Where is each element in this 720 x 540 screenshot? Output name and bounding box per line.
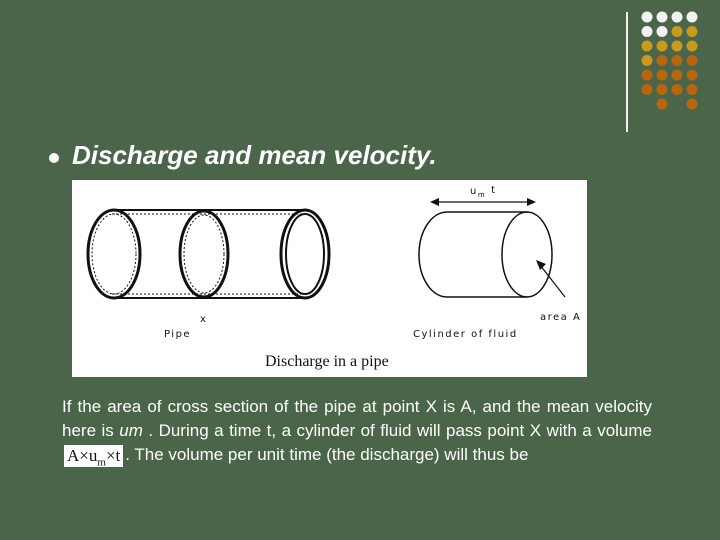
decorative-dot xyxy=(687,84,698,95)
pipe-label: Pipe xyxy=(164,329,192,340)
paragraph-text-2: . During a time t, a cylinder of fluid will pass point X with a volume xyxy=(142,421,652,440)
decorative-dot xyxy=(672,70,683,81)
decorative-dot xyxy=(672,84,683,95)
decorative-divider-line xyxy=(626,12,628,132)
decorative-dot xyxy=(672,12,683,23)
pipe-drawing xyxy=(88,210,329,298)
decorative-dot xyxy=(672,41,683,52)
decorative-dot xyxy=(687,99,698,110)
decorative-dot xyxy=(657,41,668,52)
length-label: $u_m$ t xyxy=(470,185,497,199)
decorative-dot xyxy=(657,12,668,23)
volume-formula: $A\times u_m\times t$ xyxy=(64,445,123,467)
pipe-diagram xyxy=(72,180,587,377)
figure-caption: Discharge in a pipe xyxy=(265,353,389,370)
heading-row xyxy=(44,140,644,180)
paragraph-text-3: . The volume per unit time (the discharge) will thus be xyxy=(125,445,529,464)
slide-heading: Discharge and mean velocity. xyxy=(72,140,437,170)
decorative-dot xyxy=(642,84,653,95)
decorative-dot xyxy=(687,12,698,23)
mean-velocity-symbol: um xyxy=(119,421,143,440)
bullet-icon xyxy=(49,153,59,163)
decorative-dot xyxy=(657,70,668,81)
decorative-dot xyxy=(657,99,668,110)
paragraph-text-1: If the area of cross section of the pipe at point X is A, and the mean velocity here is xyxy=(62,397,652,440)
decorative-dot xyxy=(657,55,668,66)
area-label: area A xyxy=(540,312,582,323)
explanation-paragraph xyxy=(62,395,652,467)
decorative-dot xyxy=(642,55,653,66)
point-x-label: x xyxy=(200,314,208,325)
decorative-dot xyxy=(642,26,653,37)
decorative-dot xyxy=(642,41,653,52)
decorative-dot xyxy=(687,26,698,37)
decorative-dot xyxy=(642,12,653,23)
decorative-dot-grid xyxy=(640,10,712,120)
decorative-dot xyxy=(642,70,653,81)
decorative-dot xyxy=(657,26,668,37)
cylinder-label: Cylinder of fluid xyxy=(413,329,518,340)
decorative-dot xyxy=(687,41,698,52)
decorative-dot xyxy=(672,55,683,66)
decorative-dot xyxy=(672,26,683,37)
decorative-dot xyxy=(687,70,698,81)
cylinder-drawing xyxy=(419,198,565,297)
decorative-dot xyxy=(687,55,698,66)
pipe-discharge-figure xyxy=(72,180,587,377)
decorative-dot xyxy=(657,84,668,95)
